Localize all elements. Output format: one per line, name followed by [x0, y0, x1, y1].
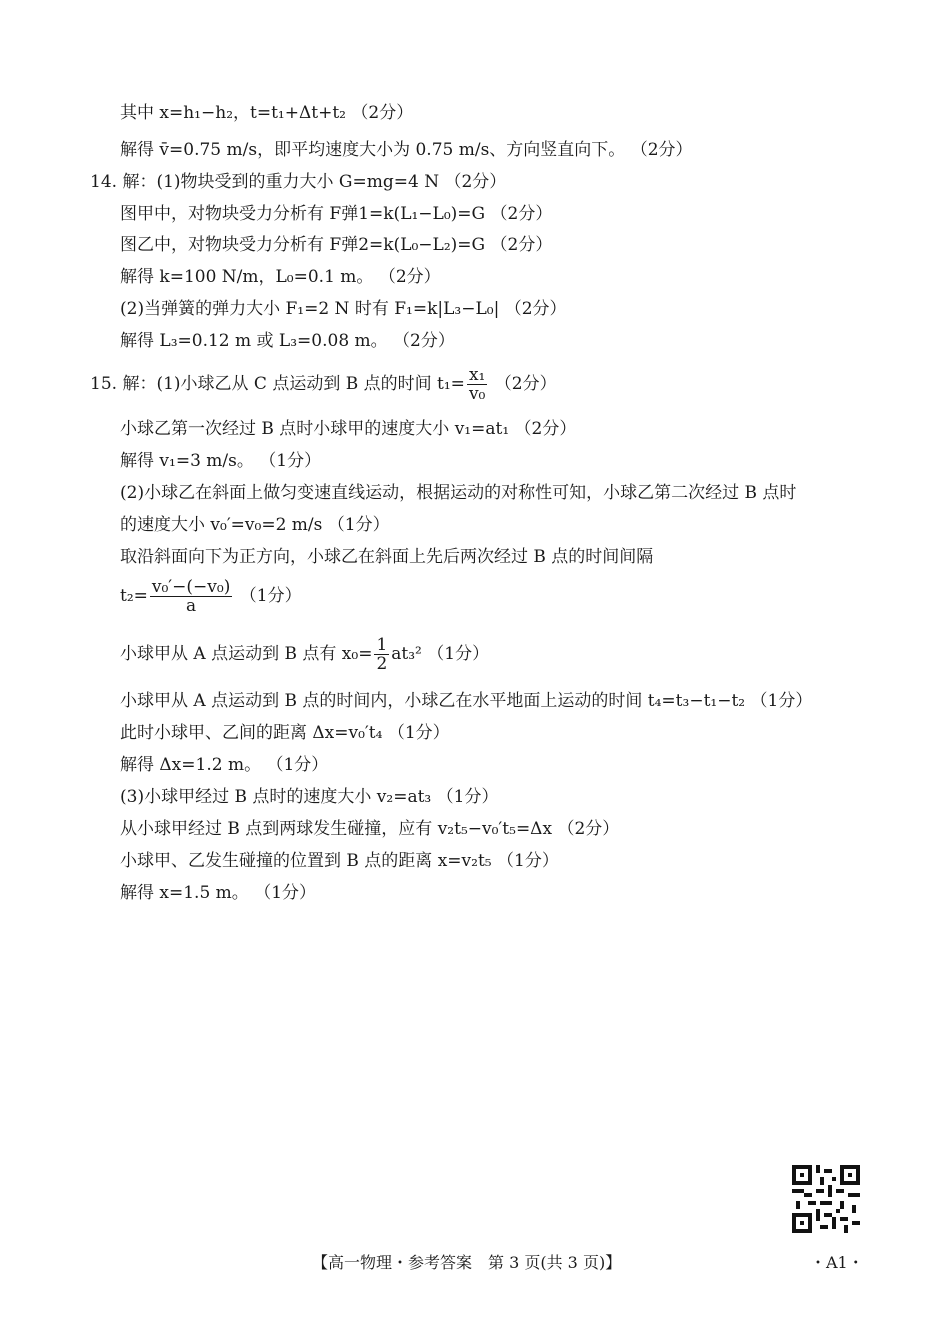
text-line: 解得 L₃=0.12 m 或 L₃=0.08 m。 （2分）	[120, 331, 455, 351]
text-line: 解得 k=100 N/m，L₀=0.1 m。 （2分）	[120, 267, 441, 287]
text-line: 解得 x=1.5 m。 （1分）	[120, 883, 317, 903]
text-line: (2)当弹簧的弹力大小 F₁=2 N 时有 F₁=k|L₃−L₀| （2分）	[120, 299, 567, 319]
fraction-denominator: 2	[376, 654, 388, 674]
text-line: 图甲中，对物块受力分析有 F弹1=k(L₁−L₀)=G （2分）	[120, 204, 553, 224]
formula-line	[120, 636, 489, 673]
qr-code-icon	[792, 1165, 860, 1233]
text-line: 小球乙第一次经过 B 点时小球甲的速度大小 v₁=at₁ （2分）	[120, 419, 577, 439]
formula-text: at₃² （1分）	[391, 644, 490, 664]
question-14-heading: 14. 解：(1)物块受到的重力大小 G=mg=4 N （2分）	[90, 172, 507, 192]
text-line: 此时小球甲、乙间的距离 Δx=v₀′t₄ （1分）	[120, 723, 450, 743]
formula-line	[120, 578, 302, 615]
text-line: 解得 v₁=3 m/s。 （1分）	[120, 451, 322, 471]
formula-text: 15. 解：(1)小球乙从 C 点运动到 B 点的时间 t₁=	[90, 374, 465, 394]
text-line: 解得 Δx=1.2 m。 （1分）	[120, 755, 329, 775]
question-15-heading	[90, 366, 557, 403]
footer-page-label: 【高一物理・参考答案 第 3 页(共 3 页)】	[312, 1253, 622, 1272]
formula-text: 小球甲从 A 点运动到 B 点有 x₀=	[120, 644, 373, 664]
formula-text: t₂=	[120, 586, 148, 606]
footer-code: ・A1・	[810, 1253, 864, 1272]
fraction	[150, 578, 232, 615]
text-line: 取沿斜面向下为正方向，小球乙在斜面上先后两次经过 B 点的时间间隔	[120, 547, 654, 567]
fraction-denominator: a	[186, 596, 197, 616]
text-line: 图乙中，对物块受力分析有 F弹2=k(L₀−L₂)=G （2分）	[120, 235, 553, 255]
text-line: 从小球甲经过 B 点到两球发生碰撞，应有 v₂t₅−v₀′t₅=Δx （2分）	[120, 819, 620, 839]
text-line: (3)小球甲经过 B 点时的速度大小 v₂=at₃ （1分）	[120, 787, 499, 807]
text-line: 其中 x=h₁−h₂，t=t₁+Δt+t₂ （2分）	[120, 103, 414, 123]
fraction	[374, 636, 389, 673]
text-line: 小球甲、乙发生碰撞的位置到 B 点的距离 x=v₂t₅ （1分）	[120, 851, 559, 871]
fraction	[467, 366, 487, 403]
fraction-denominator: v₀	[468, 384, 486, 404]
text-line: 的速度大小 v₀′=v₀=2 m/s （1分）	[120, 515, 390, 535]
text-line: 小球甲从 A 点运动到 B 点的时间内，小球乙在水平地面上运动的时间 t₄=t₃−t₁−t₂ （1分）	[120, 691, 813, 711]
text-line: (2)小球乙在斜面上做匀变速直线运动，根据运动的对称性可知，小球乙第二次经过 B 点时	[120, 483, 797, 503]
score-note: （1分）	[234, 586, 302, 606]
fraction-numerator: 1	[376, 635, 388, 655]
fraction-numerator: v₀′−(−v₀)	[151, 577, 231, 597]
score-note: （2分）	[489, 374, 557, 394]
fraction-numerator: x₁	[467, 366, 487, 385]
text-line: 解得 v̄=0.75 m/s，即平均速度大小为 0.75 m/s、方向竖直向下。 （2分）	[120, 140, 693, 160]
